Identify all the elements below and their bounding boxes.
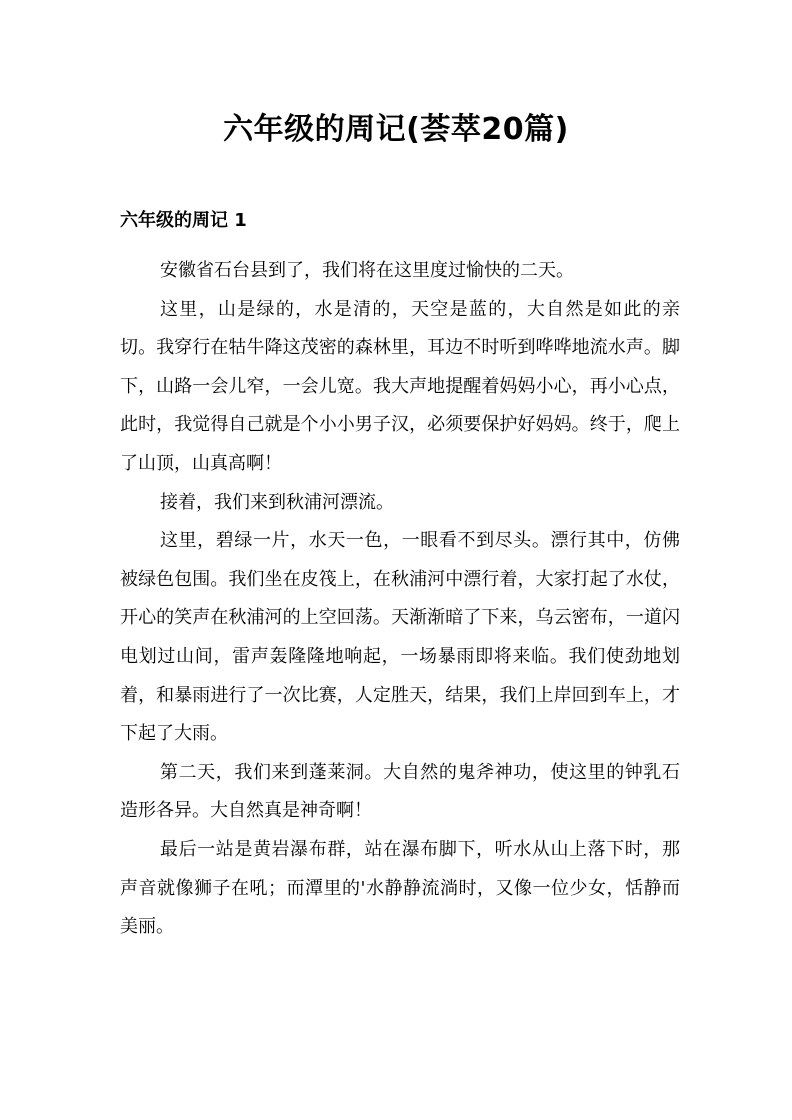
body-text bbox=[120, 252, 680, 947]
document-title: 六年级的周记(荟萃20篇) bbox=[223, 112, 569, 147]
paragraph: 这里，山是绿的，水是清的，天空是蓝的，大自然是如此的亲切。我穿行在牯牛降这茂密的森林里，耳边不时听到哗哗地流水声。脚下，山路一会儿窄，一会儿宽。我大声地提醒着妈妈小心，再小心点，此时，我觉得自己就是个小小男子汉，必须要保护好妈妈。终于，爬上了山顶，山真高啊！ bbox=[120, 298, 680, 474]
paragraph: 接着，我们来到秋浦河漂流。 bbox=[160, 491, 394, 513]
section-heading: 六年级的周记 1 bbox=[120, 210, 247, 231]
paragraph: 安徽省石台县到了，我们将在这里度过愉快的二天。 bbox=[160, 260, 574, 281]
paragraph: 最后一站是黄岩瀑布群，站在瀑布脚下，听水从山上落下时，那声音就像狮子在吼；而潭里的'水静静流淌时，又像一位少女，恬静而美丽。 bbox=[120, 838, 680, 938]
paragraph: 这里，碧绿一片，水天一色，一眼看不到尽头。漂行其中，仿佛被绿色包围。我们坐在皮筏上，在秋浦河中漂行着，大家打起了水仗，开心的笑声在秋浦河的上空回荡。天渐渐暗了下来，乌云密布，一道闪电划过山间，雷声轰隆隆地响起，一场暴雨即将来临。我们使劲地划着，和暴雨进行了一次比赛，人定胜天，结果，我们上岸回到车上，才下起了大雨。 bbox=[120, 530, 680, 745]
paragraph: 第二天，我们来到蓬莱洞。大自然的鬼斧神功，使这里的钟乳石造形各异。大自然真是神奇啊！ bbox=[120, 761, 680, 822]
